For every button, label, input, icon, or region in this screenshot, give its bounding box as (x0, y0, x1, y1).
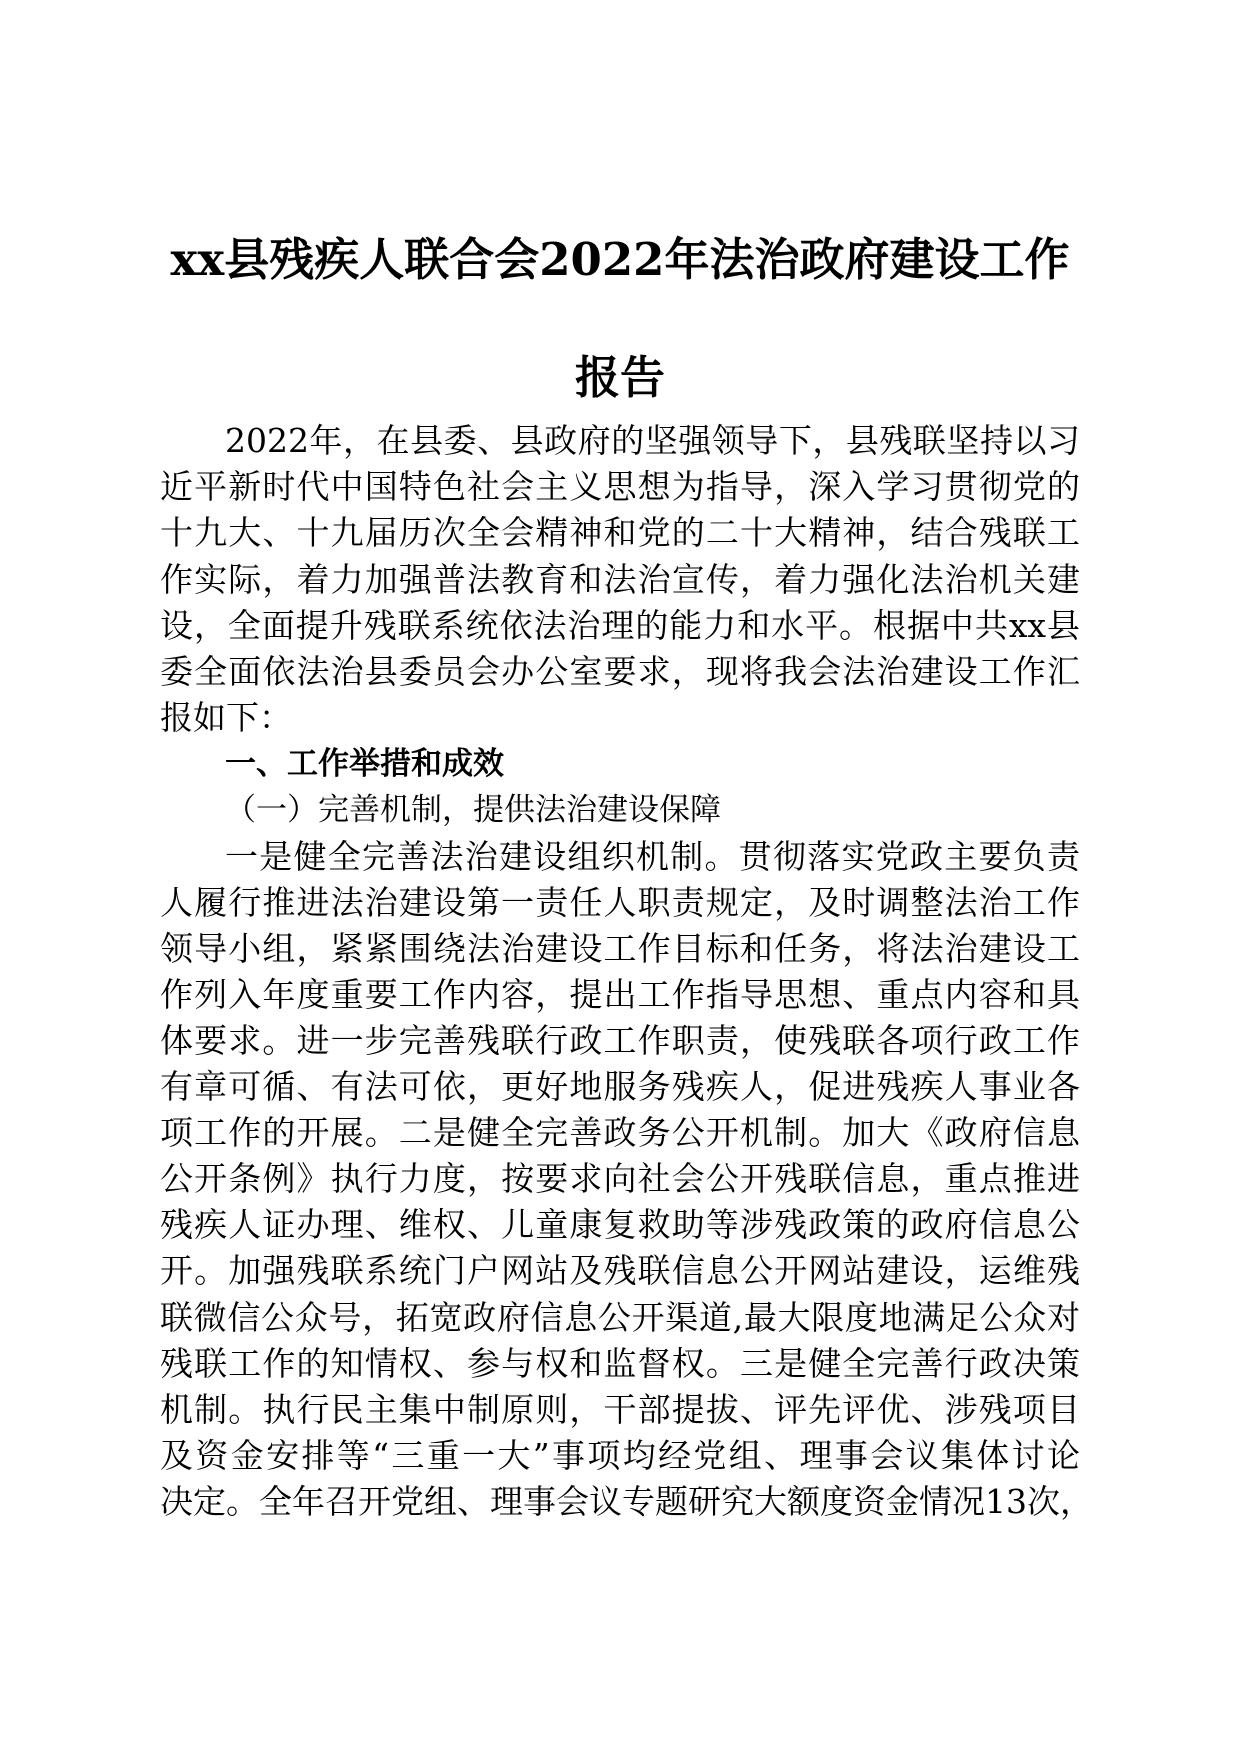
body-paragraph-line: 人履行推进法治建设第一责任人职责规定，及时调整法治工作 (160, 883, 1080, 922)
body-paragraph-line: 领导小组，紧紧围绕法治建设工作目标和任务，将法治建设工 (160, 929, 1080, 968)
intro-paragraph-line: 设，全面提升残联系统依法治理的能力和水平。根据中共xx县 (160, 606, 1080, 645)
intro-paragraph-line: 报如下： (160, 698, 292, 737)
body-paragraph-line: 体要求。进一步完善残联行政工作职责，使残联各项行政工作 (160, 1021, 1080, 1060)
document-title-line-1: xx县残疾人联合会2022年法治政府建设工作 (170, 233, 1070, 286)
body-paragraph-line: 有章可循、有法可依，更好地服务残疾人，促进残疾人事业各 (160, 1067, 1080, 1106)
intro-paragraph-line: 作实际，着力加强普法教育和法治宣传，着力强化法治机关建 (160, 560, 1080, 599)
body-paragraph-line: 决定。全年召开党组、理事会议专题研究大额度资金情况13次， (160, 1482, 1093, 1521)
section-heading: 一、工作举措和成效 (225, 746, 504, 782)
subsection-heading: （一）完善机制，提供法治建设保障 (225, 792, 721, 828)
body-paragraph-line: 联微信公众号，拓宽政府信息公开渠道,最大限度地满足公众对 (160, 1298, 1080, 1337)
body-paragraph-line: 及资金安排等“三重一大”事项均经党组、理事会议集体讨论 (160, 1436, 1080, 1475)
body-paragraph-line: 作列入年度重要工作内容，提出工作指导思想、重点内容和具 (160, 975, 1080, 1014)
body-paragraph-line: 项工作的开展。二是健全完善政务公开机制。加大《政府信息 (160, 1113, 1080, 1152)
document-title-line-2: 报告 (574, 351, 665, 404)
intro-paragraph-line: 委全面依法治县委员会办公室要求，现将我会法治建设工作汇 (160, 652, 1080, 691)
intro-paragraph-line: 2022年，在县委、县政府的坚强领导下，县残联坚持以习 (225, 421, 1080, 460)
body-paragraph-line: 机制。执行民主集中制原则，干部提拔、评先评优、涉残项目 (160, 1390, 1080, 1429)
body-paragraph-line: 开。加强残联系统门户网站及残联信息公开网站建设，运维残 (160, 1251, 1080, 1290)
intro-paragraph-line: 近平新时代中国特色社会主义思想为指导，深入学习贯彻党的 (160, 467, 1080, 506)
body-paragraph-line: 残联工作的知情权、参与权和监督权。三是健全完善行政决策 (160, 1344, 1080, 1383)
body-paragraph-line: 残疾人证办理、维权、儿童康复救助等涉残政策的政府信息公 (160, 1205, 1080, 1244)
body-paragraph-line: 一是健全完善法治建设组织机制。贯彻落实党政主要负责 (225, 837, 1080, 876)
intro-paragraph-line: 十九大、十九届历次全会精神和党的二十大精神，结合残联工 (160, 513, 1080, 552)
body-paragraph-line: 公开条例》执行力度，按要求向社会公开残联信息，重点推进 (160, 1159, 1080, 1198)
